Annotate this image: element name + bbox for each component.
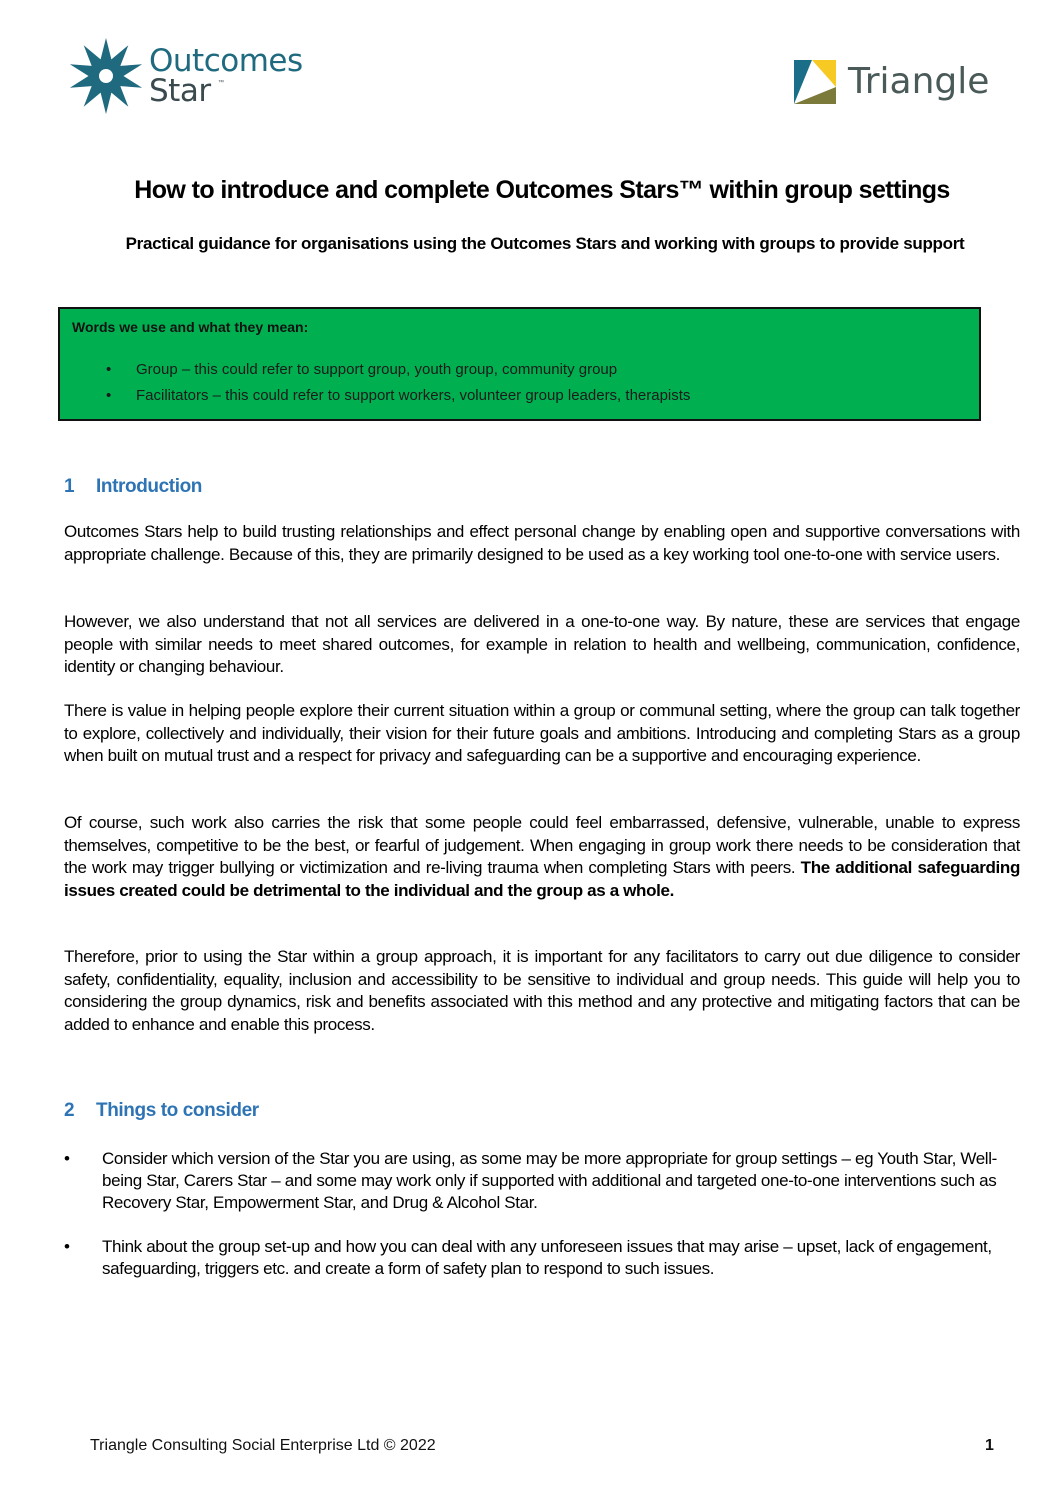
section-title: Introduction xyxy=(96,476,203,497)
list-item: • Consider which version of the Star you are using, as some may be more appropriate for group settings – eg Youth Star, Well-being Star, Carers Star – and some may work only if supported with additional and targeted one-to-one interventions such as Recovery Star, Empowerment Star, and Drug & Alcohol Star. xyxy=(64,1149,997,1212)
list-item: • Think about the group set-up and how you can deal with any unforeseen issues that may arise – upset, lack of engagement, safeguarding, triggers etc. and create a form of safety plan to respond to such issues. xyxy=(64,1237,992,1278)
star-icon xyxy=(66,36,146,116)
glossary-list xyxy=(60,357,690,409)
trademark-mark: ™ xyxy=(218,80,224,86)
logo-text-triangle: Triangle xyxy=(848,61,990,102)
considerations-list xyxy=(64,1148,1020,1302)
triangle-logo-icon xyxy=(794,60,836,104)
page-title: How to introduce and complete Outcomes Stars™ within group settings xyxy=(134,176,950,204)
paragraph: However, we also understand that not all services are delivered in a one-to-one way. By nature, these are services that engage people with similar needs to meet shared outcomes, for example in relation to health and wellbeing, communication, confidence, identity or changing behaviour. xyxy=(64,612,1020,676)
section-number: 2 xyxy=(64,1100,75,1121)
bullet-icon: • xyxy=(64,1149,70,1168)
bullet-icon: • xyxy=(106,387,112,404)
paragraph: Therefore, prior to using the Star within a group approach, it is important for any facilitators to carry out due diligence to consider safety, confidentiality, equality, inclusion and accessibility to be sensitive to individual and group needs. This guide will help you to considering the group dynamics, risk and benefits associated with this method and any protective and mitigating factors that can be added to enhance and enable this process. xyxy=(64,947,1020,1034)
glossary-item: • Facilitators – this could refer to support workers, volunteer group leaders, therapists xyxy=(60,383,690,409)
emphasis-text: The additional safeguarding issues created could be detrimental to the individual and the group as a whole. xyxy=(64,858,1020,900)
bullet-icon: • xyxy=(106,361,112,378)
section-heading-introduction xyxy=(64,476,202,498)
outcomes-star-logo xyxy=(66,36,306,116)
section-number: 1 xyxy=(64,476,75,497)
paragraph: Of course, such work also carries the risk that some people could feel embarrassed, defensive, vulnerable, unable to express themselves, competitive to be the best, or fearful of judgement. When engaging in group work there needs to be consideration that the work may trigger bullying or victimization and re-living trauma when completing Stars with peers. The additional safeguarding issues created could be detrimental to the individual and the group as a whole. xyxy=(64,813,1020,900)
logo-text-star: Star xyxy=(149,73,211,109)
paragraph: There is value in helping people explore their current situation within a group or communal setting, where the group can talk together to explore, collectively and individually, their vision for their future goals and ambitions. Introducing and completing Stars as a group when built on mutual trust and a respect for privacy and safeguarding can be a supportive and encouraging experience. xyxy=(64,701,1020,765)
glossary-title: Words we use and what they mean: xyxy=(72,319,309,335)
section-title: Things to consider xyxy=(96,1100,259,1121)
page-number: 1 xyxy=(985,1437,994,1454)
glossary-box xyxy=(58,307,981,421)
footer-copyright: Triangle Consulting Social Enterprise Ltd © 2022 xyxy=(90,1437,436,1454)
page-subtitle: Practical guidance for organisations using the Outcomes Stars and working with groups to provide support xyxy=(125,234,965,253)
section-heading-things-to-consider xyxy=(64,1100,259,1122)
triangle-logo xyxy=(794,60,1004,106)
paragraph: Outcomes Stars help to build trusting relationships and effect personal change by enabling open and supportive conversations with appropriate challenge. Because of this, they are primarily designed to be used as a key working tool one-to-one with service users. xyxy=(64,522,1020,564)
glossary-item: • Group – this could refer to support group, youth group, community group xyxy=(60,357,690,383)
logo-text-outcomes: Outcomes xyxy=(149,43,303,79)
bullet-icon: • xyxy=(64,1237,70,1256)
